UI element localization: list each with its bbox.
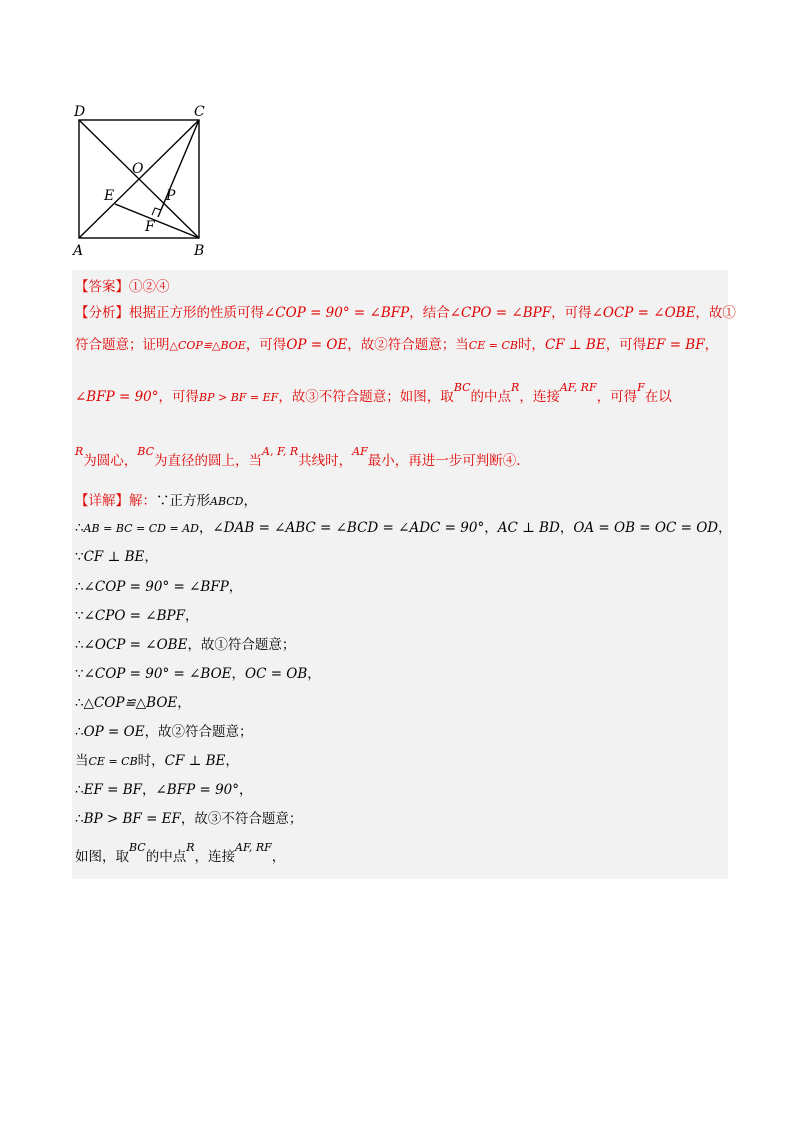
analysis-line-1: 【分析】根据正方形的性质可得∠COP = 90° = ∠BFP，结合∠CPO = ∠BPF，可得∠OCP = ∠OBE，故① bbox=[75, 305, 736, 321]
label-f: F bbox=[145, 219, 155, 235]
answer-line: 【答案】①②④ bbox=[75, 279, 170, 295]
detail-row-6: ∵∠COP = 90° = ∠BOE，OC = OB， bbox=[75, 666, 321, 682]
analysis-line-2: 符合题意；证明△COP≌△BOE，可得OP = OE，故②符合题意；当CE = CB时，CF ⊥ BE，可得EF = BF， bbox=[75, 337, 719, 353]
detail-row-0: 【详解】解：∵正方形ABCD， bbox=[75, 493, 257, 509]
label-b: B bbox=[194, 243, 205, 259]
analysis-line-4: $^R$为圆心，$^{BC}$为直径的圆上，当$^{A, F, R}$共线时，$^{AF}$最小，再进一步可判断④. bbox=[75, 445, 521, 469]
label-a: A bbox=[73, 243, 84, 259]
label-d: D bbox=[74, 104, 86, 120]
analysis-line-3: ∠BFP = 90°，可得BP > BF = EF，故③不符合题意；如图，取$^{BC}$的中点$^R$，连接$^{AF, RF}$，可得$^F$在以 bbox=[75, 381, 672, 405]
label-e: E bbox=[104, 188, 115, 204]
detail-row-2: ∵CF ⊥ BE， bbox=[75, 549, 158, 565]
detail-row-4: ∵∠CPO = ∠BPF， bbox=[75, 608, 199, 624]
detail-row-5: ∴∠OCP = ∠OBE，故①符合题意； bbox=[75, 637, 296, 653]
label-o: O bbox=[132, 161, 144, 177]
detail-row-3: ∴∠COP = 90° = ∠BFP， bbox=[75, 579, 243, 595]
detail-row-10: ∴EF = BF，∠BFP = 90°， bbox=[75, 782, 253, 798]
detail-row-7: ∴△COP≌△BOE， bbox=[75, 695, 191, 711]
detail-row-1: ∴AB = BC = CD = AD，∠DAB = ∠ABC = ∠BCD = ∠ADC = 90°，AC ⊥ BD，OA = OB = OC = OD， bbox=[75, 520, 732, 536]
label-c: C bbox=[194, 104, 205, 120]
segment-cf bbox=[158, 120, 199, 217]
geometry-figure bbox=[60, 100, 230, 260]
label-p: P bbox=[166, 188, 176, 204]
detail-row-9: 当CE = CB时，CF ⊥ BE， bbox=[75, 753, 239, 769]
detail-row-12: 如图，取$^{BC}$的中点$^R$，连接$^{AF, RF}$， bbox=[75, 841, 286, 865]
detail-row-11: ∴BP > BF = EF，故③不符合题意； bbox=[75, 811, 303, 827]
detail-row-8: ∴OP = OE，故②符合题意； bbox=[75, 724, 253, 740]
